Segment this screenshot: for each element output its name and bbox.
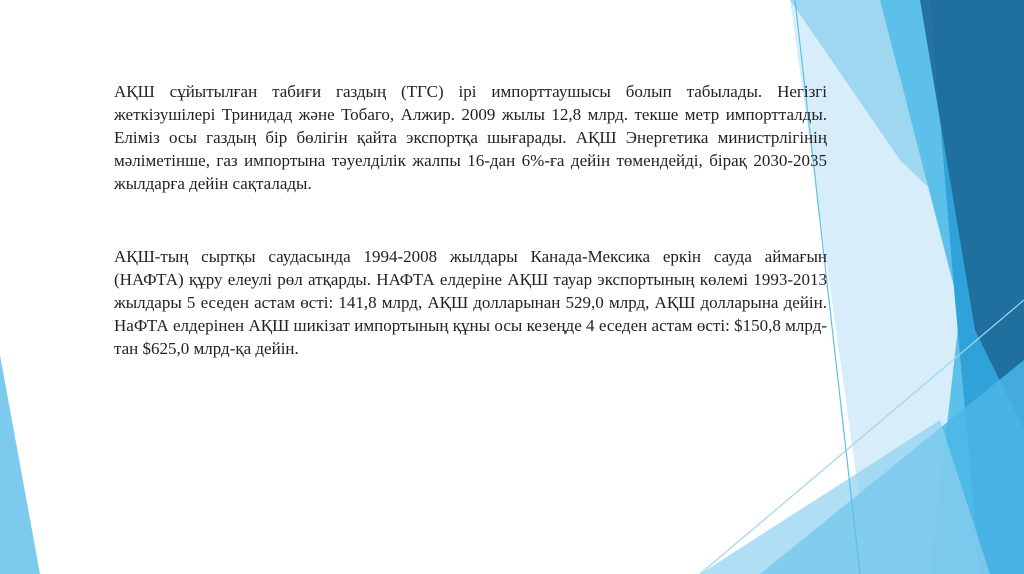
paragraph-nafta-trade: АҚШ-тың сыртқы саудасында 1994-2008 жылдары Канада-Мексика еркін сауда аймағын (НАФТА) құру елеулі рөл атқарды. НАФТА елдеріне АҚШ тауар экспортының көлемі 1993-2013 жылдары 5 еседен астам өсті: 141,8 млрд, АҚШ долларынан 529,0 млрд, АҚШ долларына дейін. НаФТА елдерінен АҚШ шикізат импортының құны осы кезеңде 4 еседен астам өсті: $150,8 млрд-тан $625,0 млрд-қа дейін. — [114, 247, 827, 358]
paragraph-lng-imports: АҚШ сұйытылған табиғи газдың (ТГС) ірі импорттаушысы болып табылады. Негізгі жеткізушілері Тринидад және Тобаго, Алжир. 2009 жылы 12,8 млрд. текше метр импортталды. Еліміз осы газдың бір бөлігін қайта экспортқа шығарады. АҚШ Энергетика министрлігінің мәліметінше, газ импортына тәуелділік жалпы 16-дан 6%-ға дейін төмендейді, бірақ 2030-2035 жылдарға дейін сақталады. — [114, 82, 827, 193]
left-accent-shape — [0, 355, 40, 574]
